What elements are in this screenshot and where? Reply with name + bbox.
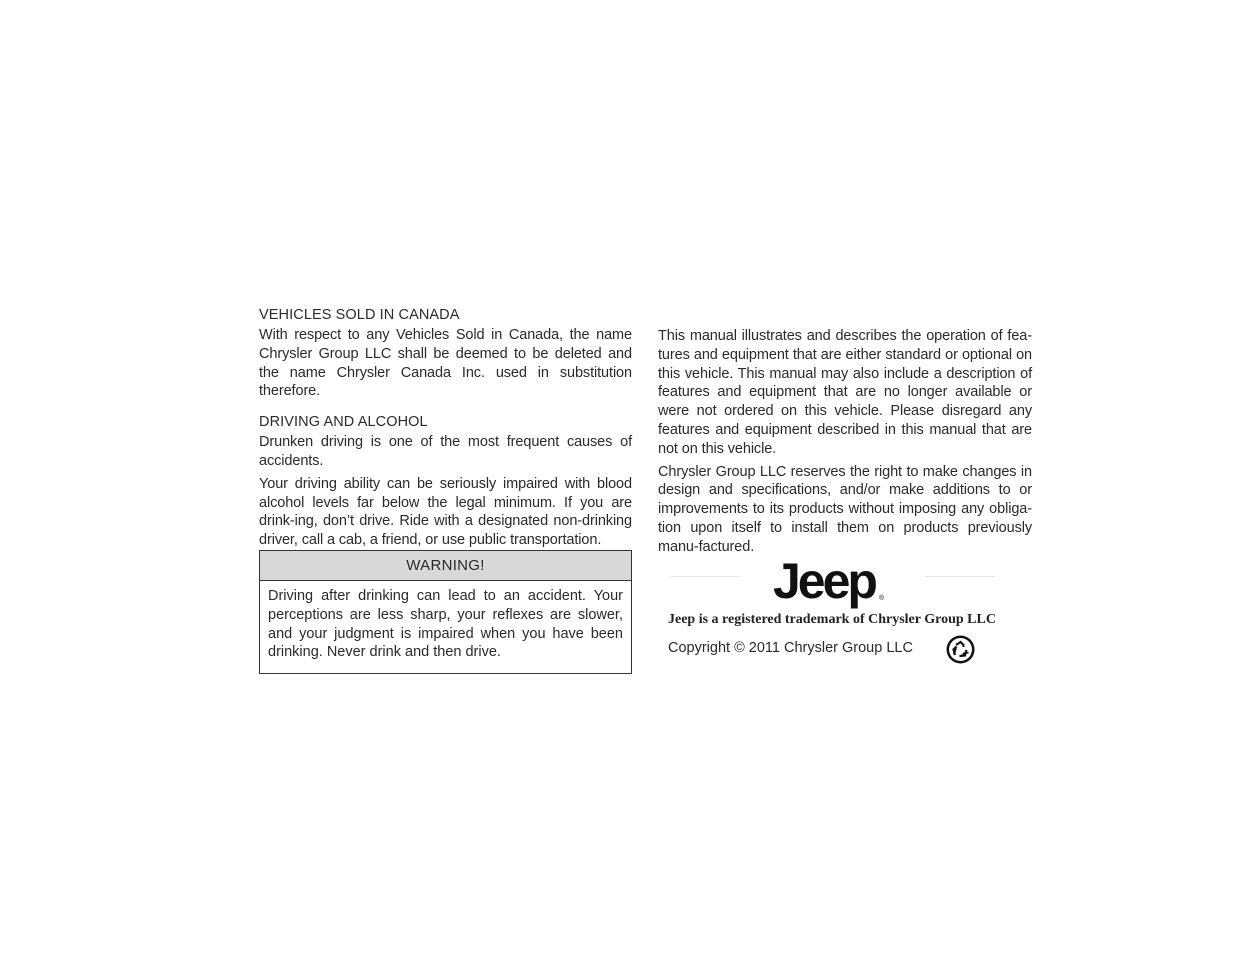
logo-rule-right [925, 576, 995, 577]
vehicles-canada-text: With respect to any Vehicles Sold in Canada, the name Chrysler Group LLC shall be deemed to be deleted and the name Chrysler Canada Inc. used in substitution therefore. [259, 327, 632, 400]
driving-alcohol-text-1: Drunken driving is one of the most frequent causes of accidents. [259, 434, 632, 469]
registered-mark: ® [879, 595, 885, 602]
warning-box [259, 550, 632, 674]
logo-rule-left [671, 576, 741, 577]
section-heading-vehicles-canada: VEHICLES SOLD IN CANADA [259, 307, 460, 323]
jeep-wordmark: Jeep [773, 553, 875, 609]
jeep-logo [665, 554, 997, 630]
recycle-icon [945, 634, 976, 665]
copyright-text: Copyright © 2011 Chrysler Group LLC [668, 640, 913, 656]
warning-title: WARNING! [260, 551, 631, 581]
section-heading-driving-alcohol: DRIVING AND ALCOHOL [259, 414, 428, 431]
manual-description-text: This manual illustrates and describes the operation of fea-tures and equipment that are either standard or optional on this vehicle. This manual may also include a description of features and equipment that are no longer available or were not ordered on this vehicle. Please disregard any features and equipment described in this manual that are not on this vehicle. [658, 328, 1032, 457]
trademark-line: Jeep is a registered trademark of Chrysler Group LLC [668, 612, 996, 627]
reserves-right-text: Chrysler Group LLC reserves the right to make changes in design and specifications, and/or make additions to or improvements to its products without imposing any obliga-tion upon itself to install them on products previously manu-factured. [658, 463, 1032, 555]
driving-alcohol-text-2: Your driving ability can be seriously impaired with blood alcohol levels far below the legal minimum. If you are drink-ing, don’t drive. Ride with a designated non-drinking driver, call a cab, a friend, or use public transportation. [259, 475, 632, 549]
left-column [259, 306, 632, 554]
warning-text: Driving after drinking can lead to an accident. Your perceptions are less sharp, your reflexes are slower, and your judgment is impaired when you have been drinking. Never drink and then drive. [268, 588, 623, 661]
right-column [658, 327, 1032, 561]
